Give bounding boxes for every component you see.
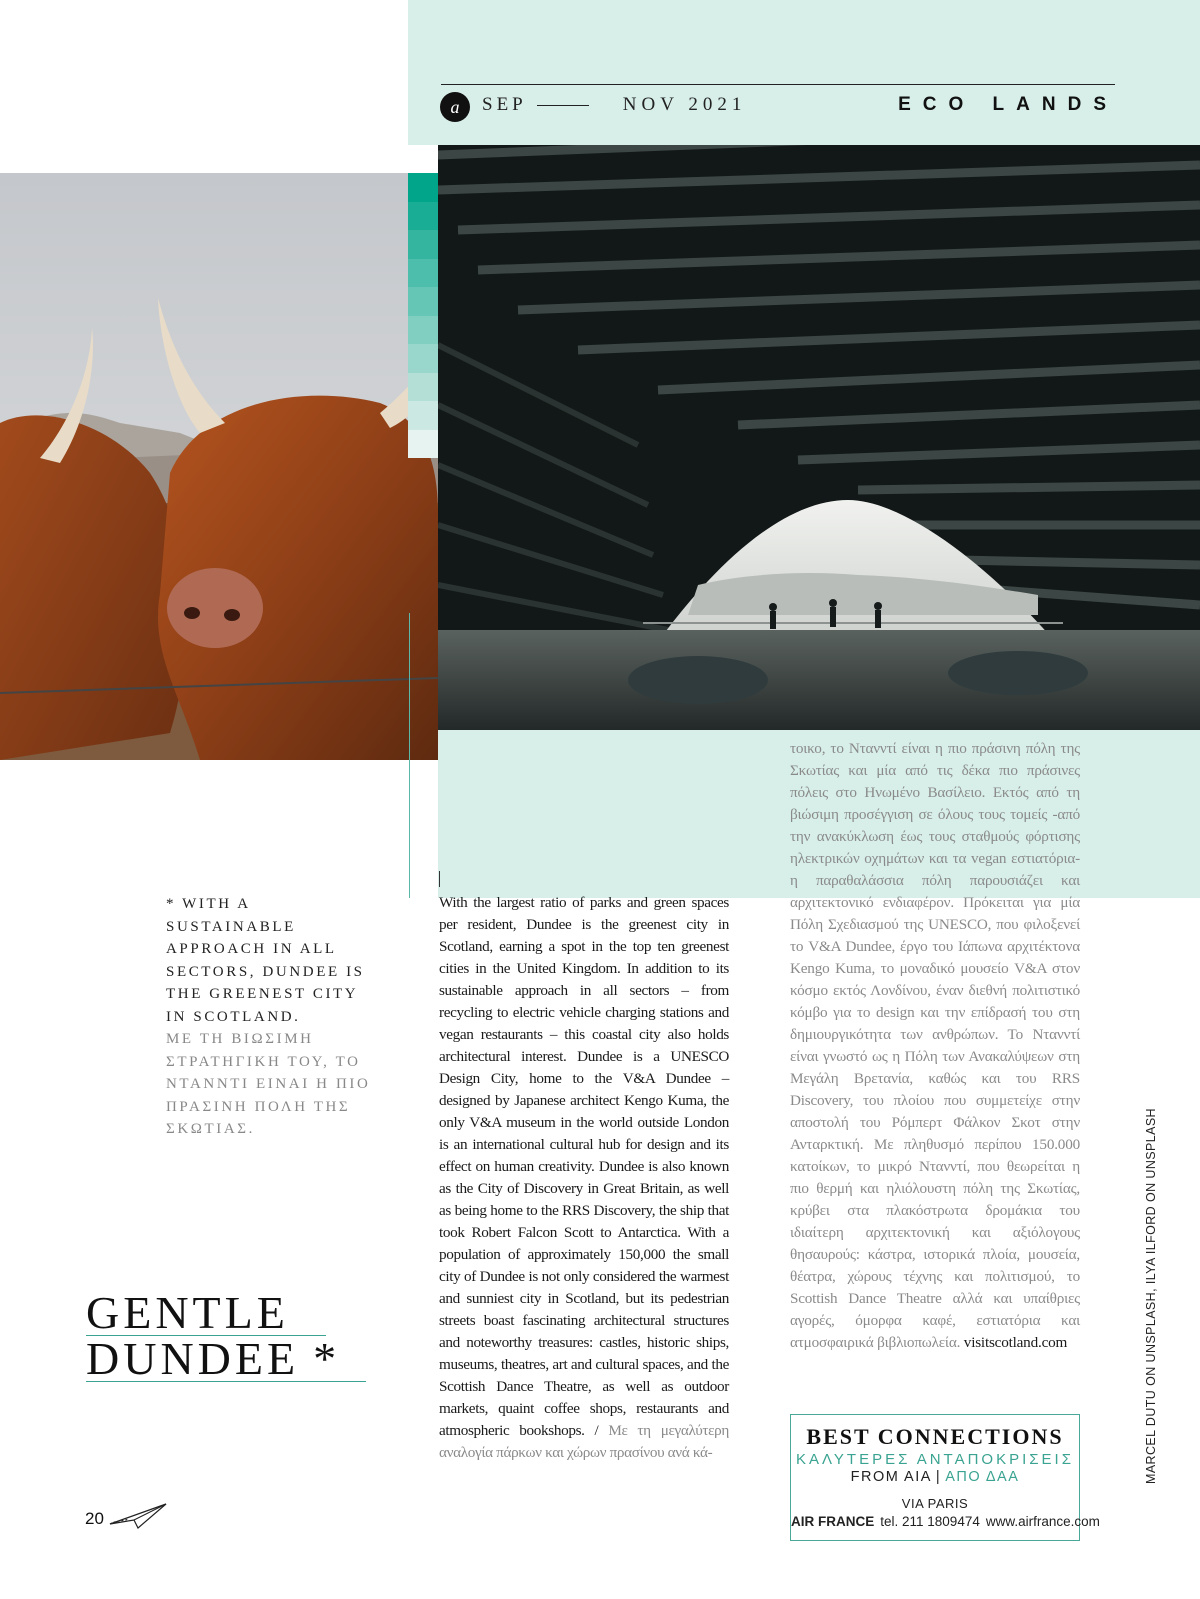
photo-credit: MARCEL DUTU ON UNSPLASH, ILYA ILFORD ON UNSPLASH [1144, 1108, 1158, 1484]
va-dundee-building-photo [438, 145, 1200, 730]
title-star: * [313, 1333, 341, 1384]
teal-gradient-swatches [408, 173, 438, 458]
from-en: FROM AIA [850, 1469, 932, 1485]
connections-via: VIA PARIS [901, 1496, 969, 1511]
best-connections-box [790, 1414, 1100, 1541]
from-separator: | [935, 1469, 942, 1485]
article-body-en [439, 892, 729, 1464]
pull-quote-en: * WITH A SUSTAINABLE APPROACH IN ALL SECTORS, DUNDEE IS THE GREENEST CITY IN SCOTLAND. [166, 896, 365, 1025]
connections-title-gr: ΚΑΛΥΤΕΡΕΣ ΑΝΤΑΠΟΚΡΙΣΕΙΣ [796, 1451, 1074, 1468]
swatch [408, 430, 438, 459]
section-title: ECO LANDS [898, 94, 1118, 115]
swatch [408, 316, 438, 345]
connections-from [791, 1469, 1079, 1485]
logo-glyph: a [450, 97, 460, 117]
pull-quote-gr: ΜΕ ΤΗ ΒΙΩΣΙΜΗ ΣΤΡΑΤΗΓΙΚΗ ΤΟΥ, ΤΟ ΝΤΑΝΝΤΙ ΕΙΝΑΙ Η ΠΙΟ ΠΡΑΣΙΝΗ ΠΟΛΗ ΤΗΣ ΣΚΩΤΙΑΣ. [166, 1031, 371, 1137]
from-gr: ΑΠΟ ΔΑΑ [945, 1469, 1020, 1485]
page-number: 20 [85, 1509, 104, 1528]
header-rule [441, 84, 1115, 85]
pull-quote [166, 893, 381, 1141]
website-link[interactable]: visitscotland.com [963, 1334, 1068, 1351]
swatch [408, 202, 438, 231]
swatch [408, 373, 438, 402]
body-slash: / [584, 1422, 609, 1439]
airline-website[interactable]: www.airfrance.com [985, 1514, 1100, 1529]
paper-plane-icon [108, 1502, 168, 1530]
issue-to: NOV 2021 [622, 94, 747, 115]
issue-dash [537, 105, 589, 106]
swatch [408, 173, 438, 202]
title-line-1: GENTLE [86, 1290, 326, 1336]
swatch [408, 230, 438, 259]
body-en-text: With the largest ratio of parks and green spaces per resident, Dundee is the greenest city in Scotland, earning a spot in the top ten greenest cities in the United Kingdom. In addition to its sustainable approach in all sectors – from recycling to electric vehicle charging stations and vegan restaurants – this coastal city also holds architectural interest. Dundee is a UNESCO Design City, home to the V&A Dundee – designed by Japanese architect Kengo Kuma, the only V&A museum in the world outside London is an international cultural hub for design and its effect on human creativity. Dundee is also known as the City of Discovery in Great Britain, as well as being home to the RRS Discovery, the ship that took Robert Falcon Scott to Antarctica. With a population of approximately 150,000 the small city of Dundee is not only considered the warmest and sunniest city in Scotland, but its pedestrian streets boast fascinating architectural structures and noteworthy treasures: castles, historic ships, museums, theatres, art and cultural spaces, and the Scottish Dance Theatre, as well as outdoor markets, quaint coffee shops, restaurants and atmospheric bookshops. [439, 894, 729, 1439]
airline-phone[interactable]: tel. 211 1809474 [880, 1514, 980, 1529]
connections-contact [791, 1514, 1100, 1529]
article-body-gr [790, 738, 1080, 1354]
vertical-accent-line [409, 613, 410, 898]
connections-title: BEST CONNECTIONS [806, 1424, 1064, 1449]
issue-from: SEP [482, 94, 527, 115]
title-line-2-wrap [86, 1333, 366, 1384]
swatch [408, 401, 438, 430]
airline-name: AIR FRANCE [791, 1514, 875, 1529]
highland-cattle-photo [0, 173, 438, 760]
mint-header-band [408, 0, 1200, 145]
cattle-illustration [0, 173, 438, 760]
body-gr-start: Με τη μεγαλύτερη αναλογία πάρκων και χώρων πρασίνου ανά κά- [439, 1422, 729, 1461]
magazine-logo-icon [440, 92, 470, 122]
issue-date [482, 94, 746, 116]
body-gr-text: τοικο, το Ντανντί είναι η πιο πράσινη πόλη της Σκωτίας και μία από τις δέκα πιο πράσινες πόλεις στο Ηνωμένο Βασίλειο. Εκτός από τη βιώσιμη προσέγγιση σε όλους τους τομείς -από την ανακύκλωση έως τους σταθμούς φόρτισης ηλεκτρικών οχημάτων και τα vegan εστιατόρια- η παραθαλάσσια πόλη παρουσιάζει και αρχιτεκτονικό ενδιαφέρον. Πρόκειται για μία Πόλη Σχεδιασμού της UNESCO, που φιλοξενεί το V&A Dundee, έργο του Ιάπωνα αρχιτέκτονα Kengo Kuma, το μοναδικό μουσείο V&A στον κόσμο εκτός Λονδίνου, έναν διεθνή πολιτιστικό κόμβο για το design και την επίδρασή του στη δημιουργικότητα των ανθρώπων. Το Ντανντί είναι γνωστό ως η Πόλη των Ανακαλύψεων στη Μεγάλη Βρετανία, καθώς και του RRS Discovery, του πλοίου που συμμετείχε στην αποστολή του Ρόμπερτ Φάλκον Σκοτ στην Ανταρκτική. Με πληθυσμό περίπου 150.000 κατοίκων, το μικρό Ντανντί, που θεωρείται η πιο θερμή και ηλιόλουστη πόλη της Σκωτίας, κρύβει στα πλακόστρωτα δρομάκια του ιδιαίτερη αρχιτεκτονική και αξιόλογους θησαυρούς: κάστρα, ιστορικά πλοία, μουσεία, θέατρα, χώρους τέχνης και πολιτισμού, το Scottish Dance Theatre αλλά και υπαίθριες αγορές, όμορφα καφέ, εστιατόρια και ατμοσφαιρικά βιβλιοπωλεία. [790, 740, 1080, 1351]
swatch [408, 259, 438, 288]
swatch [408, 287, 438, 316]
article-title [86, 1287, 366, 1384]
title-line-2: DUNDEE [86, 1333, 300, 1384]
architecture-illustration [438, 145, 1200, 730]
column-marker [439, 871, 440, 887]
swatch [408, 344, 438, 373]
